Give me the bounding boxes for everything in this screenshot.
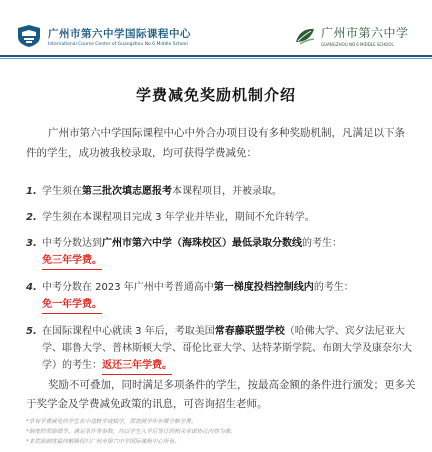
footnote: *享有学费减免的学生若中途转学或辍学，需按照学年补缴全额学费。 [26, 419, 197, 425]
leaf-logo-icon [294, 26, 316, 46]
award-text: 免三年学费。 [42, 252, 102, 270]
center-name-en: International Course Center of Guangzhou No.6 Middle School [48, 41, 188, 47]
center-name-cn: 广州市第六中学国际课程中心 [48, 27, 191, 40]
school-name-cn: 广州市第六中学 [321, 26, 409, 40]
item-text: 中考分数达到广州市第六中学（海珠校区）最低录取分数线的考生： 免三年学费。 [42, 235, 416, 270]
footnote: *制度的奖励细节、满足条件等参数，均以学生入学后签订的相关承诺协议内容为准。 [26, 429, 236, 435]
item-text: 学生须在第三批次填志愿报考本课程项目，并被录取。 [42, 186, 282, 197]
center-logo [16, 24, 191, 48]
page-title: 学费减免奖励机制介绍 [135, 86, 296, 104]
award-text: 免一年学费。 [42, 296, 102, 314]
item-number: 4. [26, 282, 37, 293]
item-number: 5. [26, 326, 37, 337]
school-emblem-icon [16, 24, 42, 48]
item-number: 3. [26, 238, 37, 249]
closing-paragraph: 奖励不可叠加，同时满足多项条件的学生，按最高金额的条件进行颁发；更多关于奖学金及学费减免政策的讯息，可咨询招生老师。 [26, 379, 416, 410]
item-text: 学生须在本课程项目完成 3 年学业并毕业，期间不允许转学。 [42, 212, 315, 223]
intro-paragraph: 广州市第六中学国际课程中心中外合办项目设有多种奖励机制，凡满足以下条件的学生，成功被我校录取，均可获得学费减免： [26, 127, 405, 159]
item-text: 在国际课程中心就读 3 年后，考取美国常春藤联盟学校（哈佛大学、宾夕法尼亚大学、耶鲁大学、普林斯顿大学、哥伦比亚大学、达特茅斯学院、布朗大学及康奈尔大学）的考生：返还三年学费。 [42, 323, 416, 375]
award-text: 返还三年学费。 [102, 357, 172, 375]
school-logo [294, 24, 409, 47]
footnote: *本奖励制度最终解释权归广州市第六中学国际课程中心所有。 [26, 439, 180, 445]
letterhead [0, 0, 432, 60]
item-number: 1. [26, 186, 37, 197]
header-divider [0, 55, 432, 57]
footnotes [26, 417, 416, 447]
item-text: 中考分数在 2023 年广州中考普通高中第一梯度投档控制线内的考生： 免一年学费。 [42, 279, 416, 314]
item-number: 2. [26, 212, 37, 223]
school-name-en: GUANGZHOU NO.6 MIDDLE SCHOOL [321, 42, 394, 47]
header-divider-thin [0, 58, 432, 59]
